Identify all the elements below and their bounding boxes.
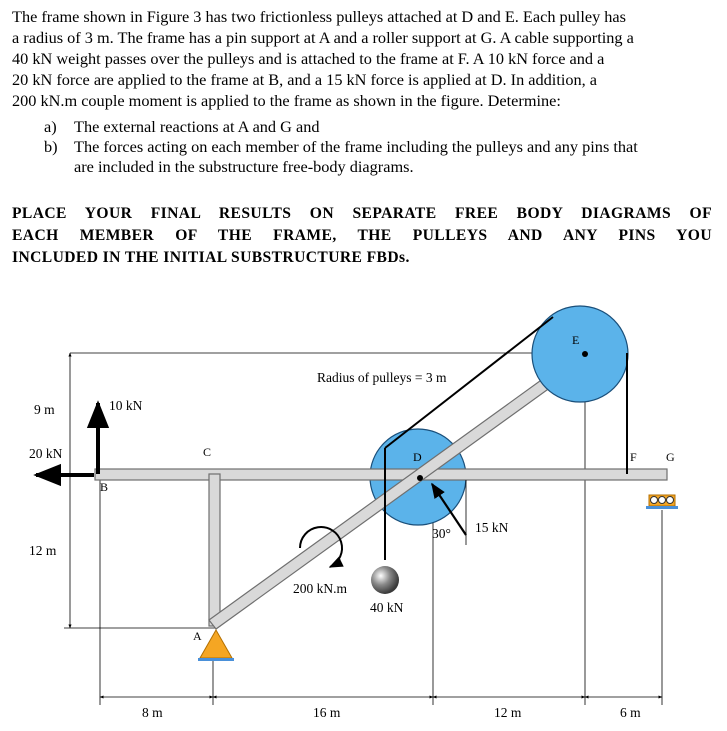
problem-line: 40 kN weight passes over the pulleys and is attached to the frame at F. A 10 kN force and a (12, 49, 605, 68)
label-g: G (666, 450, 675, 464)
pulley-d-pin (417, 475, 423, 481)
radius-label: Radius of pulleys = 3 m (317, 370, 447, 385)
label-c: C (203, 445, 212, 459)
roller-support-g (646, 495, 678, 509)
label-f: F (630, 450, 637, 464)
dim-12m: 12 m (494, 705, 522, 720)
pulley-e (532, 306, 628, 402)
moment-label: 200 kN.m (293, 581, 347, 596)
part-text: The external reactions at A and G and (74, 117, 320, 136)
dim-8m: 8 m (142, 705, 163, 720)
label-b: B (100, 480, 109, 494)
angle-label: 30° (432, 526, 451, 541)
weight-ball (371, 566, 399, 594)
part-text: are included in the substructure free-body diagrams. (74, 157, 414, 176)
problem-line: 20 kN force are applied to the frame at B, and a 15 kN force is applied at D. In addition, a (12, 70, 598, 89)
horizontal-member (95, 469, 667, 480)
weight-label: 40 kN (370, 600, 404, 615)
problem-line: 200 kN.m couple moment is applied to the frame as shown in the figure. Determine: (12, 91, 561, 110)
part-text: The forces acting on each member of the frame including the pulleys and any pins that (74, 137, 638, 156)
instruction-line: EACH MEMBER OF THE FRAME, THE PULLEYS AND ANY PINS YOU (12, 227, 712, 244)
pulley-e-pin (582, 351, 588, 357)
pin-support-a (198, 630, 234, 661)
instruction-line: PLACE YOUR FINAL RESULTS ON SEPARATE FREE BODY DIAGRAMS OF (12, 205, 712, 222)
label-e: E (572, 333, 580, 347)
problem-line: The frame shown in Figure 3 has two frictionless pulleys attached at D and E. Each pulley has (12, 7, 626, 26)
instruction-line: INCLUDED IN THE INITIAL SUBSTRUCTURE FBDs. (12, 249, 410, 266)
load-20kn-label: 20 kN (29, 446, 63, 461)
label-d: D (413, 450, 422, 464)
label-a: A (193, 629, 202, 643)
part-label: a) (44, 117, 57, 136)
problem-line: a radius of 3 m. The frame has a pin support at A and a roller support at G. A cable supporting a (12, 28, 634, 47)
vertical-member-c (209, 474, 220, 626)
dim-lower-height: 12 m (29, 543, 57, 558)
diagonal-member (209, 347, 594, 629)
dim-16m: 16 m (313, 705, 341, 720)
load-10kn-label: 10 kN (109, 398, 143, 413)
dim-upper-height: 9 m (34, 402, 55, 417)
load-15kn-label: 15 kN (475, 520, 509, 535)
part-label: b) (44, 137, 58, 156)
dimension-lines (64, 353, 662, 705)
dim-6m: 6 m (620, 705, 641, 720)
